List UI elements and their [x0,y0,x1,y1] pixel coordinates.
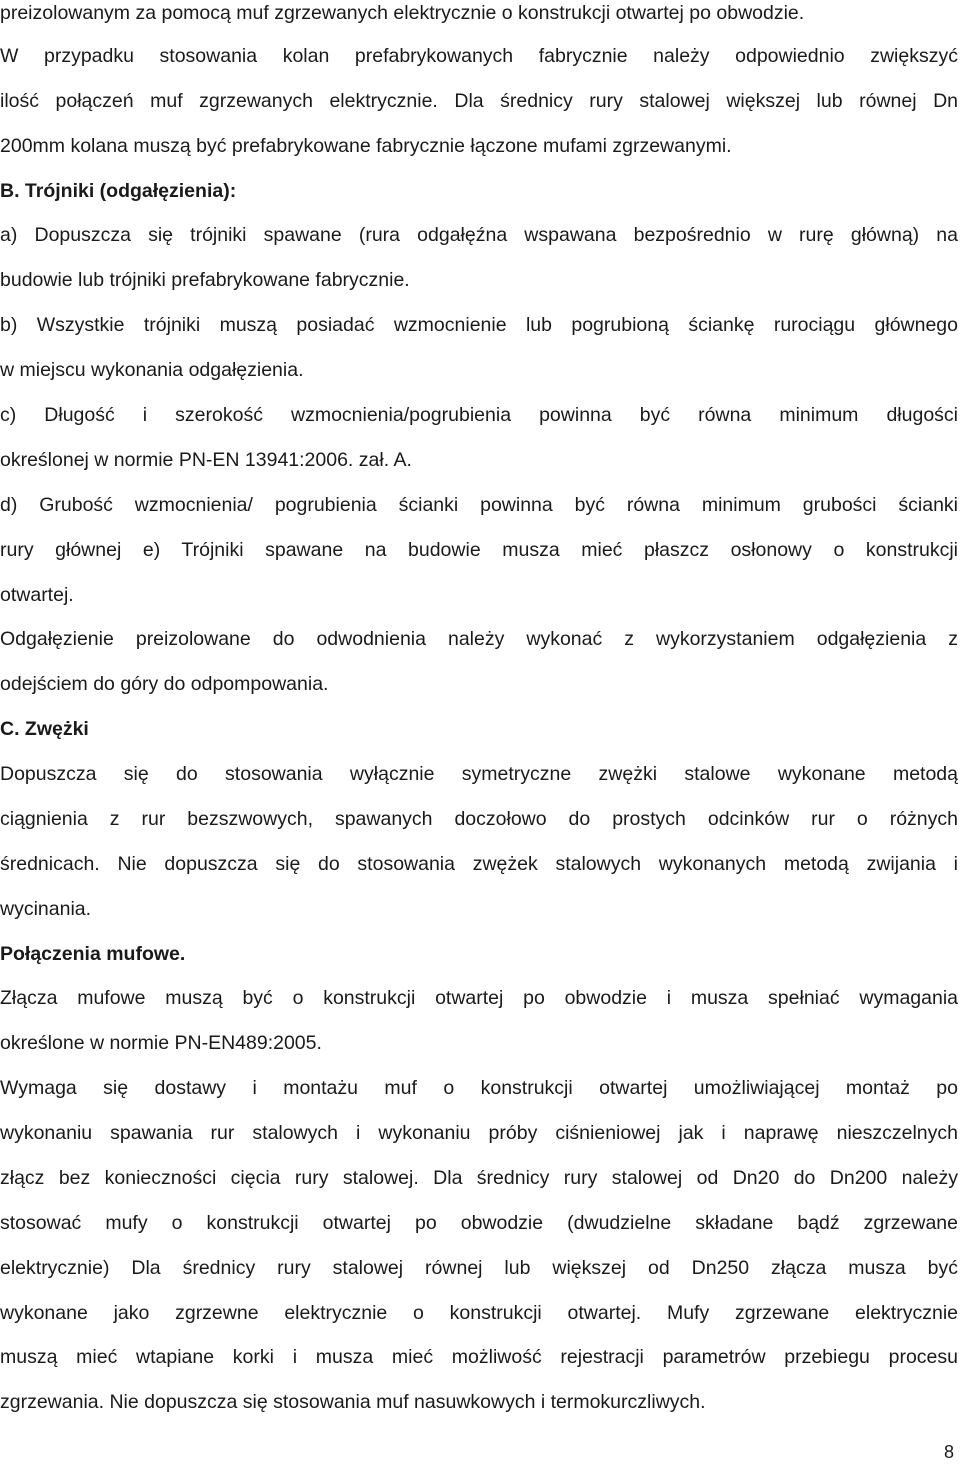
text-line-2: W przypadku stosowania kolan prefabrykowanych fabrycznie należy odpowiednio zwiększyć [0,45,958,67]
text-line-27: złącz bez konieczności cięcia rury stalowej. Dla średnicy rury stalowej od Dn20 do Dn200 należy [0,1167,958,1189]
text-line-20: średnicach. Nie dopuszcza się do stosowania zwężek stalowych wykonanych metodą zwijania i [0,853,958,875]
text-line-10: c) Długość i szerokość wzmocnienia/pogrubienia powinna być równa minimum długości [0,404,958,426]
text-line-32: zgrzewania. Nie dopuszcza się stosowania muf nasuwkowych i termokurczliwych. [0,1391,706,1413]
page-number: 8 [943,1442,954,1462]
text-line-29: elektrycznie) Dla średnicy rury stalowej równej lub większej od Dn250 złącza musza być [0,1257,958,1279]
text-line-7: budowie lub trójniki prefabrykowane fabrycznie. [0,269,410,291]
text-line-15: Odgałęzienie preizolowane do odwodnienia należy wykonać z wykorzystaniem odgałęzienia z [0,628,958,650]
text-line-31: muszą mieć wtapiane korki i musza mieć możliwość rejestracji parametrów przebiegu procesu [0,1346,958,1368]
text-line-11: określonej w normie PN-EN 13941:2006. zał. A. [0,449,412,471]
section-heading-connections: Połączenia mufowe. [0,943,186,965]
text-line-21: wycinania. [0,898,92,920]
text-line-6: a) Dopuszcza się trójniki spawane (rura odgałęźna wspawana bezpośrednio w rurę główną) na [0,224,958,246]
text-line-9: w miejscu wykonania odgałęzienia. [0,359,304,381]
text-line-16: odejściem do góry do odpompowania. [0,673,329,695]
text-line-12: d) Grubość wzmocnienia/ pogrubienia ścianki powinna być równa minimum grubości ścianki [0,494,958,516]
text-line-26: wykonaniu spawania rur stalowych i wykonaniu próby ciśnieniowej jak i naprawę nieszczelnych [0,1122,958,1144]
text-line-19: ciągnienia z rur bezszwowych, spawanych doczołowo do prostych odcinków rur o różnych [0,808,958,830]
text-line-13: rury głównej e) Trójniki spawane na budowie musza mieć płaszcz osłonowy o konstrukcji [0,539,958,561]
text-line-1: preizolowanym za pomocą muf zgrzewanych elektrycznie o konstrukcji otwartej po obwodzie. [0,2,805,24]
text-line-3: ilość połączeń muf zgrzewanych elektrycznie. Dla średnicy rury stalowej większej lub równej Dn [0,90,958,112]
text-line-8: b) Wszystkie trójniki muszą posiadać wzmocnienie lub pogrubioną ściankę rurociągu głównego [0,314,958,336]
section-heading-c: C. Zwężki [0,718,89,740]
text-line-30: wykonane jako zgrzewne elektrycznie o konstrukcji otwartej. Mufy zgrzewane elektrycznie [0,1302,958,1324]
text-line-4: 200mm kolana muszą być prefabrykowane fabrycznie łączone mufami zgrzewanymi. [0,135,732,157]
text-line-14: otwartej. [0,584,74,606]
text-line-18: Dopuszcza się do stosowania wyłącznie symetryczne zwężki stalowe wykonane metodą [0,763,958,785]
section-heading-b: B. Trójniki (odgałęzienia): [0,180,237,202]
text-line-28: stosować mufy o konstrukcji otwartej po obwodzie (dwudzielne składane bądź zgrzewane [0,1212,958,1234]
text-line-24: określone w normie PN-EN489:2005. [0,1032,322,1054]
text-line-25: Wymaga się dostawy i montażu muf o konstrukcji otwartej umożliwiającej montaż po [0,1077,958,1099]
text-line-23: Złącza mufowe muszą być o konstrukcji otwartej po obwodzie i musza spełniać wymagania [0,987,958,1009]
